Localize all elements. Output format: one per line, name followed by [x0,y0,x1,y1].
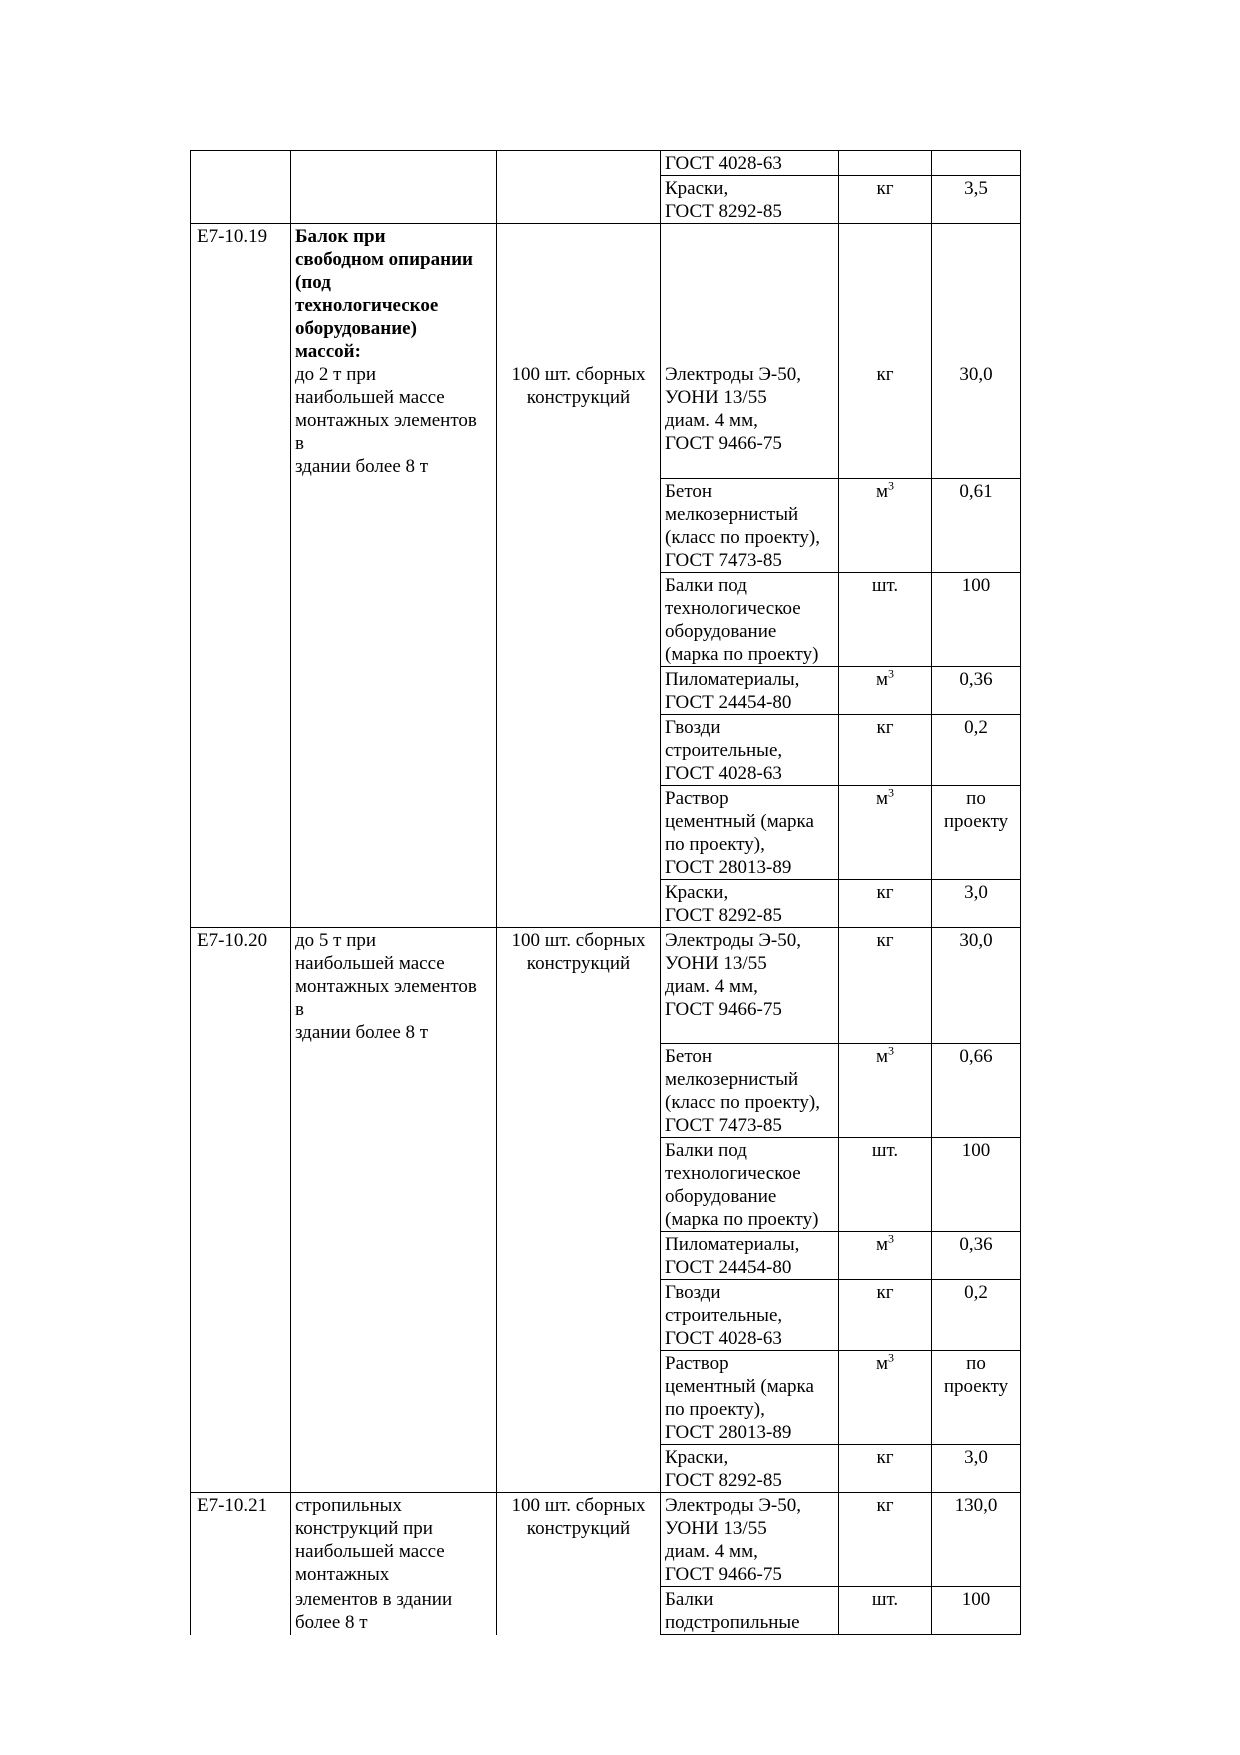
quantity-cell [932,478,1021,572]
cell-line: технологическое [665,597,801,619]
table-row [191,1044,1021,1138]
meter-cell [497,666,661,714]
cell-line: Раствор [665,1353,729,1374]
resource-table [190,150,1021,1635]
cell-line: ГОСТ 9466-75 [665,998,782,1020]
cell-line: проекту [943,1376,1009,1397]
cell-line: Балок при [295,226,386,247]
material-cell [661,151,839,176]
code-cell [191,1587,291,1635]
table-row [191,1280,1021,1351]
unit-label: кг [876,1495,894,1516]
cell-line: 0,66 [959,1046,993,1067]
unit-cell [839,714,932,785]
cell-line: ГОСТ 24454-80 [665,691,792,713]
unit-label: м [875,1234,889,1255]
cell-line: конструкций [526,952,631,974]
material-cell [661,927,839,1044]
unit-label: м [875,668,889,690]
cell-line: УОНИ 13/55 [665,1518,767,1539]
cell-line: 3,5 [964,178,988,199]
table-row [191,1351,1021,1445]
cell-line: до 5 т при [295,929,377,951]
code-cell [191,879,291,927]
cell-line: мелкозернистый [665,503,799,525]
table-row [191,666,1021,714]
cell-line: оборудование [665,620,777,642]
cell-line: более 8 т [295,1611,368,1633]
meter-cell [497,1351,661,1445]
unit-cell [839,224,932,479]
quantity-cell [932,1232,1021,1280]
cell-line: диам. 4 мм, [665,1541,758,1562]
quantity-cell [932,714,1021,785]
material-cell [661,224,839,479]
cell-line: ГОСТ 28013-89 [665,1422,792,1443]
code-cell [191,1232,291,1280]
code-cell [191,666,291,714]
cell-line: Электроды Э-50, [665,929,801,951]
description-cell [291,1493,497,1587]
table-row [191,572,1021,666]
unit-cell [839,1493,932,1587]
unit-label: кг [876,1447,894,1468]
cell-line: в [295,998,304,1020]
material-cell [661,1587,839,1635]
cell-line: Краски, [665,881,729,903]
meter-cell [497,927,661,1044]
cell-line: Электроды Э-50, [665,1495,801,1516]
cell-line: Краски, [665,1447,729,1468]
cell-line: конструкций [526,387,631,408]
unit-superscript: 3 [888,1231,895,1246]
unit-label: кг [876,929,894,951]
code-cell [191,1280,291,1351]
material-cell [661,879,839,927]
table-row [191,785,1021,879]
cell-line: 100 шт. сборных [511,929,646,951]
description-cell [291,1138,497,1232]
cell-line: Пиломатериалы, [665,668,800,690]
cell-line: 100 [961,574,991,596]
material-cell [661,1445,839,1493]
quantity-cell [932,879,1021,927]
material-cell [661,1351,839,1445]
norm-code: Е7-10.21 [197,1495,268,1516]
cell-line: ГОСТ 8292-85 [665,904,782,926]
document-page [190,150,1020,1635]
cell-line: по проекту), [665,833,765,855]
cell-line: ГОСТ 8292-85 [665,1470,782,1491]
cell-line: цементный (марка [665,810,814,832]
code-cell [191,785,291,879]
material-cell [661,1493,839,1587]
code-cell [191,572,291,666]
table-row [191,1493,1021,1587]
unit-cell [839,1232,932,1280]
unit-label: м [875,1353,889,1374]
cell-line: ГОСТ 4028-63 [665,1328,782,1349]
code-cell [191,927,291,1044]
unit-cell [839,478,932,572]
unit-label: шт. [871,1589,899,1610]
cell-line: ГОСТ 7473-85 [665,1115,782,1136]
unit-label: кг [876,881,894,903]
cell-line: здании более 8 т [295,1021,429,1043]
norm-code: Е7-10.19 [197,226,268,247]
quantity-cell [932,1493,1021,1587]
cell-line: Балки под [665,574,747,596]
cell-line: Электроды Э-50, [665,364,801,385]
cell-line: стропильных [295,1495,402,1516]
quantity-cell [932,927,1021,1044]
description-cell [291,927,497,1044]
code-cell [191,1351,291,1445]
unit-cell [839,1138,932,1232]
code-cell [191,1044,291,1138]
table-row [191,714,1021,785]
description-cell [291,666,497,714]
cell-line: до 2 т при [295,364,377,385]
unit-cell [839,176,932,224]
cell-line: наибольшей массе [295,387,445,408]
description-cell [291,478,497,572]
cell-line: ГОСТ 4028-63 [665,153,782,174]
description-cell [291,1044,497,1138]
cell-line: Балки [665,1589,714,1610]
description-cell [291,1351,497,1445]
unit-cell [839,1351,932,1445]
table-row [191,151,1021,176]
description-cell [291,151,497,176]
meter-cell [497,714,661,785]
meter-cell [497,1232,661,1280]
cell-line: проекту [943,810,1009,832]
description-cell [291,1445,497,1493]
meter-cell [497,224,661,479]
cell-line: Бетон [665,1046,713,1067]
cell-line: мелкозернистый [665,1069,799,1090]
cell-line: по [966,1353,986,1374]
meter-cell [497,151,661,176]
material-cell [661,572,839,666]
unit-label: кг [876,716,894,738]
unit-cell [839,1587,932,1635]
description-cell [291,879,497,927]
quantity-cell [932,785,1021,879]
quantity-cell [932,1351,1021,1445]
code-cell [191,714,291,785]
description-cell [291,1232,497,1280]
cell-line: 0,36 [959,668,993,690]
description-cell [291,714,497,785]
cell-line: 130,0 [954,1495,998,1516]
unit-cell [839,1044,932,1138]
table-row [191,176,1021,224]
cell-line: элементов в здании [295,1588,453,1610]
code-cell [191,176,291,224]
description-cell [291,224,497,479]
unit-label: м [875,1046,889,1067]
cell-line: ГОСТ 9466-75 [665,433,782,454]
cell-line: (класс по проекту), [665,526,820,548]
code-cell [191,1138,291,1232]
quantity-cell [932,1280,1021,1351]
cell-line: 0,2 [964,716,988,738]
cell-line: здании более 8 т [295,456,429,477]
quantity-cell [932,1044,1021,1138]
cell-line: Балки под [665,1140,747,1161]
cell-line: 100 шт. сборных [511,1495,646,1516]
table-body [191,151,1021,1635]
cell-line: оборудование) [295,318,417,339]
unit-label: шт. [871,1140,899,1161]
material-cell [661,478,839,572]
cell-line: ГОСТ 9466-75 [665,1564,782,1585]
cell-line: 30,0 [959,929,993,951]
code-cell [191,478,291,572]
cell-line: монтажных [295,1564,390,1585]
cell-line: технологическое [665,1163,801,1184]
meter-cell [497,785,661,879]
table-row [191,879,1021,927]
material-cell [661,785,839,879]
code-cell [191,1493,291,1587]
unit-label: кг [876,364,894,385]
description-cell [291,572,497,666]
meter-cell [497,478,661,572]
table-row [191,1138,1021,1232]
unit-superscript: 3 [888,785,895,800]
cell-line: диам. 4 мм, [665,975,758,997]
meter-cell [497,1044,661,1138]
cell-line: 0,61 [959,480,993,502]
quantity-cell [932,176,1021,224]
cell-line: ГОСТ 24454-80 [665,1257,792,1278]
cell-line: Краски, [665,178,729,199]
cell-line: 100 [961,1140,991,1161]
cell-line: строительные, [665,739,783,761]
table-row [191,1587,1021,1635]
table-row [191,1232,1021,1280]
cell-line: строительные, [665,1305,783,1326]
cell-line: технологическое [295,295,439,316]
cell-line: цементный (марка [665,1376,814,1397]
quantity-cell [932,1445,1021,1493]
cell-line: ГОСТ 8292-85 [665,201,782,222]
cell-line: массой: [295,341,361,362]
cell-line: (марка по проекту) [665,1209,819,1230]
cell-line: Гвозди [665,1282,721,1303]
cell-line: в [295,433,304,454]
cell-line: оборудование [665,1186,777,1207]
quantity-cell [932,151,1021,176]
norm-code: Е7-10.20 [197,929,268,951]
material-cell [661,1138,839,1232]
cell-line: УОНИ 13/55 [665,952,767,974]
cell-line: ГОСТ 28013-89 [665,856,792,878]
material-cell [661,714,839,785]
meter-cell [497,1138,661,1232]
cell-line: 30,0 [959,364,993,385]
cell-line: 100 шт. сборных [511,364,646,385]
meter-cell [497,1445,661,1493]
unit-cell [839,572,932,666]
cell-line: свободном опирании [295,249,473,270]
unit-label: м [875,787,889,809]
cell-line: (марка по проекту) [665,643,819,665]
unit-cell [839,666,932,714]
meter-cell [497,1493,661,1587]
cell-line: подстропильные [665,1612,800,1633]
material-cell [661,176,839,224]
unit-superscript: 3 [888,1043,895,1058]
cell-line: Гвозди [665,716,721,738]
quantity-cell [932,666,1021,714]
quantity-cell [932,1138,1021,1232]
unit-cell [839,151,932,176]
code-cell [191,151,291,176]
cell-line: по проекту), [665,1399,765,1420]
meter-cell [497,879,661,927]
cell-line: 0,36 [959,1234,993,1255]
unit-superscript: 3 [888,666,895,681]
cell-line: диам. 4 мм, [665,410,758,431]
cell-line: ГОСТ 7473-85 [665,549,782,571]
table-row [191,927,1021,1044]
description-cell [291,785,497,879]
unit-cell [839,879,932,927]
cell-line: конструкций при [295,1518,433,1539]
meter-cell [497,176,661,224]
unit-label: шт. [871,574,899,596]
description-cell [291,1280,497,1351]
meter-cell [497,1587,661,1635]
code-cell [191,1445,291,1493]
cell-line: (класс по проекту), [665,1092,820,1113]
material-cell [661,666,839,714]
unit-cell [839,785,932,879]
unit-cell [839,1445,932,1493]
cell-line: УОНИ 13/55 [665,387,767,408]
table-row [191,478,1021,572]
quantity-cell [932,1587,1021,1635]
table-row [191,224,1021,479]
cell-line: 100 [961,1589,991,1610]
cell-line: наибольшей массе [295,1541,445,1562]
cell-line: монтажных элементов [295,975,477,997]
cell-line: (под [295,272,331,293]
quantity-cell [932,224,1021,479]
material-cell [661,1044,839,1138]
description-cell [291,176,497,224]
description-cell [291,1587,497,1635]
cell-line: 3,0 [964,1447,988,1468]
unit-label: м [875,480,889,502]
unit-superscript: 3 [888,1350,895,1365]
cell-line: наибольшей массе [295,952,445,974]
unit-superscript: 3 [888,478,895,493]
cell-line: Раствор [665,787,729,809]
cell-line: Бетон [665,480,713,502]
unit-cell [839,1280,932,1351]
quantity-cell [932,572,1021,666]
unit-label: кг [876,1282,894,1303]
cell-line: 3,0 [964,881,988,903]
material-cell [661,1232,839,1280]
cell-line: монтажных элементов [295,410,477,431]
cell-line: ГОСТ 4028-63 [665,762,782,784]
material-cell [661,1280,839,1351]
unit-label: кг [876,178,894,199]
cell-line: по [966,787,986,809]
table-row [191,1445,1021,1493]
unit-cell [839,927,932,1044]
code-cell [191,224,291,479]
cell-line: конструкций [526,1518,631,1539]
meter-cell [497,1280,661,1351]
cell-line: 0,2 [964,1282,988,1303]
cell-line: Пиломатериалы, [665,1234,800,1255]
meter-cell [497,572,661,666]
